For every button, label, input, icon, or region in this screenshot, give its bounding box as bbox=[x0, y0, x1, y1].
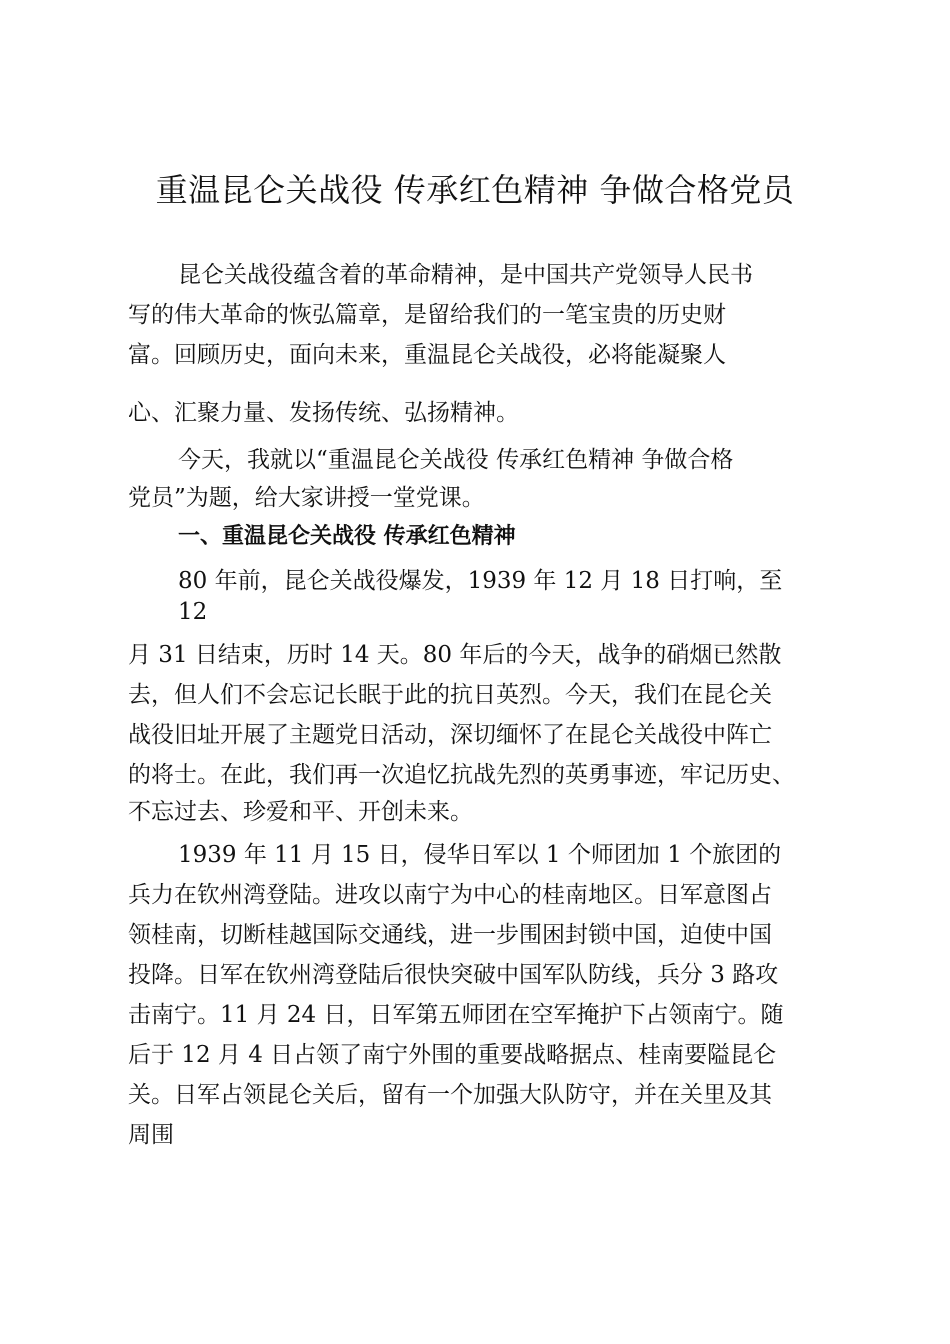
paragraph-line: 不忘过去、珍爱和平、开创未来。 bbox=[128, 799, 473, 825]
paragraph-line: 去，但人们不会忘记长眠于此的抗日英烈。今天，我们在昆仑关 bbox=[128, 682, 772, 708]
document-title: 重温昆仑关战役 传承红色精神 争做合格党员 bbox=[155, 171, 795, 209]
paragraph-line: 月 31 日结束，历时 14 天。80 年后的今天，战争的硝烟已然散 bbox=[128, 642, 782, 668]
paragraph-line: 的将士。在此，我们再一次追忆抗战先烈的英勇事迹，牢记历史、 bbox=[128, 762, 795, 788]
paragraph-line: 兵力在钦州湾登陆。进攻以南宁为中心的桂南地区。日军意图占 bbox=[128, 882, 772, 908]
paragraph-line: 富。回顾历史，面向未来，重温昆仑关战役，必将能凝聚人 bbox=[128, 342, 726, 368]
paragraph-line: 战役旧址开展了主题党日活动，深切缅怀了在昆仑关战役中阵亡 bbox=[128, 722, 772, 748]
paragraph-line: 80 年前，昆仑关战役爆发，1939 年 12 月 18 日打响，至 bbox=[178, 568, 783, 594]
paragraph-line: 写的伟大革命的恢弘篇章，是留给我们的一笔宝贵的历史财 bbox=[128, 302, 726, 328]
paragraph-line: 周围 bbox=[128, 1122, 174, 1148]
paragraph-line: 领桂南，切断桂越国际交通线，进一步围困封锁中国，迫使中国 bbox=[128, 922, 772, 948]
paragraph-line: 昆仑关战役蕴含着的革命精神，是中国共产党领导人民书 bbox=[178, 262, 753, 288]
paragraph-line: 击南宁。11 月 24 日，日军第五师团在空军掩护下占领南宁。随 bbox=[128, 1002, 784, 1028]
section-heading: 一、重温昆仑关战役 传承红色精神 bbox=[178, 524, 516, 549]
paragraph-line: 投降。日军在钦州湾登陆后很快突破中国军队防线，兵分 3 路攻 bbox=[128, 962, 779, 988]
paragraph-line: 后于 12 月 4 日占领了南宁外围的重要战略据点、桂南要隘昆仑 bbox=[128, 1042, 777, 1068]
paragraph-line: 党员”为题，给大家讲授一堂党课。 bbox=[128, 485, 485, 511]
paragraph-line: 12 bbox=[178, 599, 208, 625]
paragraph-line: 1939 年 11 月 15 日，侵华日军以 1 个师团加 1 个旅团的 bbox=[178, 842, 782, 868]
paragraph-line: 关。日军占领昆仑关后，留有一个加强大队防守，并在关里及其 bbox=[128, 1082, 772, 1108]
paragraph-line: 今天，我就以“重温昆仑关战役 传承红色精神 争做合格 bbox=[178, 447, 734, 473]
paragraph-line: 心、汇聚力量、发扬传统、弘扬精神。 bbox=[128, 400, 519, 426]
